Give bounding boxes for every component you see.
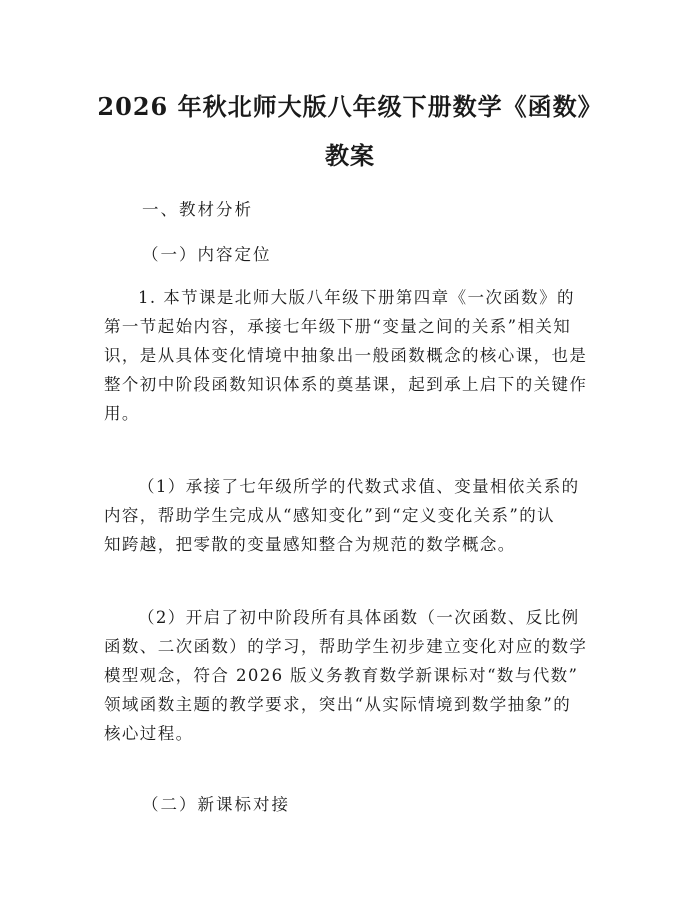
subsection-heading-content-positioning: （一）内容定位 bbox=[142, 245, 272, 264]
document-title-line-2: 教案 bbox=[325, 141, 375, 170]
subsection-heading-curriculum-alignment: （二）新课标对接 bbox=[142, 795, 290, 814]
paragraph-3-line: 领域函数主题的教学要求，突出“从实际情境到数学抽象”的 bbox=[104, 695, 572, 714]
paragraph-1-line: 第一节起始内容，承接七年级下册“变量之间的关系”相关知 bbox=[104, 317, 572, 336]
paragraph-1 bbox=[104, 283, 600, 428]
paragraph-1-line: 1. 本节课是北师大版八年级下册第四章《一次函数》的 bbox=[138, 288, 575, 307]
paragraph-2-line: （1）承接了七年级所学的代数式求值、变量相依关系的 bbox=[138, 477, 580, 496]
paragraph-3 bbox=[104, 603, 600, 748]
section-heading-textbook-analysis: 一、教材分析 bbox=[142, 200, 253, 219]
paragraph-3-line: 模型观念，符合 2026 版义务教育数学新课标对“数与代数” bbox=[104, 666, 579, 685]
paragraph-3-line: 函数、二次函数）的学习，帮助学生初步建立变化对应的数学 bbox=[104, 637, 588, 656]
paragraph-3-line: （2）开启了初中阶段所有具体函数（一次函数、反比例 bbox=[138, 608, 580, 627]
paragraph-1-line: 用。 bbox=[104, 404, 140, 423]
paragraph-1-line: 识，是从具体变化情境中抽象出一般函数概念的核心课，也是 bbox=[104, 346, 588, 365]
paragraph-3-line: 核心过程。 bbox=[104, 724, 194, 743]
paragraph-2-line: 知跨越，把零散的变量感知整合为规范的数学概念。 bbox=[104, 535, 516, 554]
paragraph-1-line: 整个初中阶段函数知识体系的奠基课，起到承上启下的关键作 bbox=[104, 375, 588, 394]
paragraph-2-line: 内容，帮助学生完成从“感知变化”到“定义变化关系”的认 bbox=[104, 506, 556, 525]
paragraph-2 bbox=[104, 472, 600, 559]
document-title-line-1: 2026 年秋北师大版八年级下册数学《函数》 bbox=[97, 92, 603, 121]
